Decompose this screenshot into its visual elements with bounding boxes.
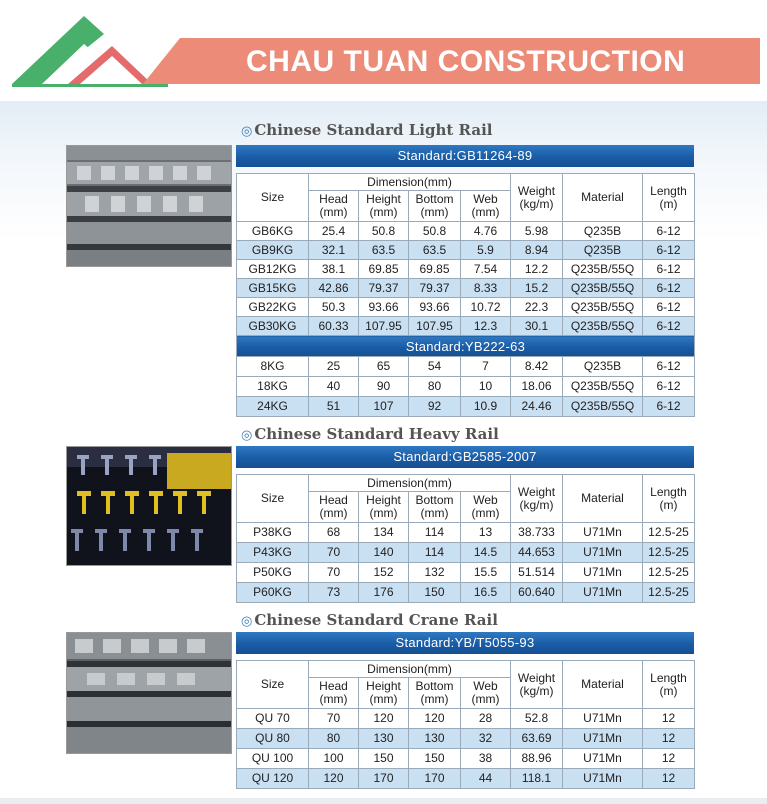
table-cell: GB6KG [237,222,309,241]
table-cell: 152 [359,563,409,583]
table-cell: P43KG [237,543,309,563]
table-cell: 54 [409,357,461,377]
table-cell: U71Mn [563,523,643,543]
table-cell: 28 [461,709,511,729]
table-cell: GB12KG [237,260,309,279]
table-row [237,397,695,417]
table-cell: 6-12 [643,260,695,279]
col-dimension-header: Dimension(mm) [309,174,511,191]
col-size-header: Size [237,174,309,222]
heavy-rail-photo [66,446,232,566]
table-cell: U71Mn [563,583,643,603]
table-cell: 42.86 [309,279,359,298]
table-cell: 12.3 [461,317,511,336]
col-height-header: Height (mm) [359,678,409,709]
table-cell: 80 [309,729,359,749]
table-cell: 12.5-25 [643,563,695,583]
heavy-rail-title: ◎ Chinese Standard Heavy Rail [241,425,499,443]
table-cell: 8.42 [511,357,563,377]
table-cell: 15.5 [461,563,511,583]
table-cell: GB22KG [237,298,309,317]
table-cell: 50.8 [409,222,461,241]
table-cell: 7.54 [461,260,511,279]
table-cell: 6-12 [643,317,695,336]
col-dimension-header: Dimension(mm) [309,475,511,492]
table-cell: 6-12 [643,298,695,317]
table-cell: 90 [359,377,409,397]
table-row [237,769,695,789]
table-cell: 5.98 [511,222,563,241]
table-row [237,749,695,769]
footer-strip [0,798,767,804]
table-cell: 63.5 [409,241,461,260]
table-cell: 18.06 [511,377,563,397]
table-cell: 132 [409,563,461,583]
table-cell: 69.85 [409,260,461,279]
table-row [237,222,695,241]
table-cell: 15.2 [511,279,563,298]
table-cell: 170 [359,769,409,789]
table-row [237,260,695,279]
table-cell: GB30KG [237,317,309,336]
col-height-header: Height (mm) [359,492,409,523]
table-row [237,357,695,377]
crane-rail-title: ◎ Chinese Standard Crane Rail [241,611,498,629]
col-weight-header: Weight (kg/m) [511,475,563,523]
table-cell: 68 [309,523,359,543]
table-cell: QU 120 [237,769,309,789]
col-head-header: Head (mm) [309,492,359,523]
col-material-header: Material [563,174,643,222]
table-cell: 107 [359,397,409,417]
circle-bullet-icon: ◎ [241,614,253,629]
table-cell: 60.640 [511,583,563,603]
table-cell: U71Mn [563,769,643,789]
col-web-header: Web (mm) [461,678,511,709]
table-cell: 130 [359,729,409,749]
col-bottom-header: Bottom (mm) [409,492,461,523]
table-cell: 63.5 [359,241,409,260]
table-cell: 107.95 [359,317,409,336]
table-cell: Q235B [563,222,643,241]
table-cell: U71Mn [563,709,643,729]
table-cell: 12 [643,749,695,769]
table-cell: Q235B [563,357,643,377]
page-header [0,0,767,100]
table-cell: 107.95 [409,317,461,336]
col-web-header: Web (mm) [461,191,511,222]
table-row [237,709,695,729]
table-cell: 150 [409,749,461,769]
table-cell: 79.37 [409,279,461,298]
table-cell: 6-12 [643,241,695,260]
table-cell: 50.3 [309,298,359,317]
table-row [237,729,695,749]
circle-bullet-icon: ◎ [241,428,253,443]
table-cell: Q235B/55Q [563,317,643,336]
table-row [237,377,695,397]
col-material-header: Material [563,661,643,709]
table-cell: Q235B/55Q [563,260,643,279]
light-rail-standard-bar: Standard:GB11264-89 [236,145,694,167]
table-cell: 24KG [237,397,309,417]
table-cell: 88.96 [511,749,563,769]
table-cell: 10.9 [461,397,511,417]
light-rail-table [236,173,695,417]
table-cell: 93.66 [359,298,409,317]
col-height-header: Height (mm) [359,191,409,222]
table-cell: U71Mn [563,543,643,563]
table-row [237,298,695,317]
table-cell: 32 [461,729,511,749]
table-cell: 10.72 [461,298,511,317]
table-cell: Q235B/55Q [563,397,643,417]
table-cell: 176 [359,583,409,603]
col-head-header: Head (mm) [309,191,359,222]
table-cell: 12 [643,769,695,789]
table-cell: 14.5 [461,543,511,563]
table-cell: 70 [309,543,359,563]
table-cell: U71Mn [563,729,643,749]
table-cell: 6-12 [643,397,695,417]
table-row [237,279,695,298]
table-cell: Q235B/55Q [563,298,643,317]
table-cell: 6-12 [643,222,695,241]
table-cell: 70 [309,563,359,583]
table-cell: 18KG [237,377,309,397]
table-cell: 10 [461,377,511,397]
col-bottom-header: Bottom (mm) [409,191,461,222]
table-cell: 114 [409,543,461,563]
table-cell: QU 80 [237,729,309,749]
table-cell: 100 [309,749,359,769]
table-cell: 12.5-25 [643,583,695,603]
table-cell: 12 [643,729,695,749]
table-cell: 30.1 [511,317,563,336]
table-cell: P50KG [237,563,309,583]
table-cell: 51.514 [511,563,563,583]
heavy-rail-table [236,474,695,603]
table-cell: 114 [409,523,461,543]
table-cell: 32.1 [309,241,359,260]
table-cell: 24.46 [511,397,563,417]
table-row [237,241,695,260]
col-size-header: Size [237,475,309,523]
table-cell: 38.733 [511,523,563,543]
table-cell: 40 [309,377,359,397]
table-cell: 140 [359,543,409,563]
table-cell: 12.5-25 [643,523,695,543]
col-weight-header: Weight (kg/m) [511,661,563,709]
table-cell: 7 [461,357,511,377]
table-row [237,583,695,603]
table-cell: 92 [409,397,461,417]
table-cell: 130 [409,729,461,749]
table-cell: 44 [461,769,511,789]
col-size-header: Size [237,661,309,709]
table-cell: 51 [309,397,359,417]
col-web-header: Web (mm) [461,492,511,523]
table-cell: 44.653 [511,543,563,563]
table-cell: 73 [309,583,359,603]
table-cell: 6-12 [643,279,695,298]
table-cell: Q235B/55Q [563,279,643,298]
table-cell: 93.66 [409,298,461,317]
table-cell: 12 [643,709,695,729]
table-cell: 120 [409,709,461,729]
col-length-header: Length (m) [643,661,695,709]
table-cell: 50.8 [359,222,409,241]
light-rail-photo [66,145,232,267]
table-cell: 22.3 [511,298,563,317]
table-row [237,317,695,336]
table-cell: 79.37 [359,279,409,298]
col-length-header: Length (m) [643,475,695,523]
company-name: CHAU TUAN CONSTRUCTION [246,45,686,78]
table-cell: GB9KG [237,241,309,260]
table-cell: GB15KG [237,279,309,298]
table-cell: 16.5 [461,583,511,603]
table-cell: 63.69 [511,729,563,749]
table-cell: 70 [309,709,359,729]
table-row [237,563,695,583]
table-cell: 150 [359,749,409,769]
table-cell: 170 [409,769,461,789]
crane-rail-standard-bar: Standard:YB/T5055-93 [236,632,694,654]
col-length-header: Length (m) [643,174,695,222]
col-material-header: Material [563,475,643,523]
table-cell: 25 [309,357,359,377]
crane-rail-table [236,660,695,789]
table-cell: P38KG [237,523,309,543]
circle-bullet-icon: ◎ [241,124,253,139]
table-cell: 6-12 [643,357,695,377]
crane-rail-photo [66,632,232,754]
table-cell: Q235B [563,241,643,260]
col-weight-header: Weight (kg/m) [511,174,563,222]
table-cell: Q235B/55Q [563,377,643,397]
table-cell: 120 [309,769,359,789]
light-rail-standard2-bar: Standard:YB222-63 [237,336,695,357]
heavy-rail-standard-bar: Standard:GB2585-2007 [236,446,694,468]
table-cell: 12.5-25 [643,543,695,563]
table-cell: 52.8 [511,709,563,729]
table-cell: 65 [359,357,409,377]
table-cell: 8.94 [511,241,563,260]
table-row [237,543,695,563]
table-cell: 120 [359,709,409,729]
table-cell: 25.4 [309,222,359,241]
table-cell: U71Mn [563,749,643,769]
table-cell: QU 100 [237,749,309,769]
table-cell: 4.76 [461,222,511,241]
light-rail-title: ◎ Chinese Standard Light Rail [241,121,493,139]
table-cell: 13 [461,523,511,543]
table-cell: P60KG [237,583,309,603]
table-cell: 134 [359,523,409,543]
table-cell: 60.33 [309,317,359,336]
table-cell: QU 70 [237,709,309,729]
table-row [237,523,695,543]
table-cell: 38 [461,749,511,769]
table-cell: 150 [409,583,461,603]
table-cell: 12.2 [511,260,563,279]
table-cell: 8.33 [461,279,511,298]
table-cell: 69.85 [359,260,409,279]
table-cell: U71Mn [563,563,643,583]
table-cell: 5.9 [461,241,511,260]
table-cell: 118.1 [511,769,563,789]
table-cell: 6-12 [643,377,695,397]
col-dimension-header: Dimension(mm) [309,661,511,678]
table-cell: 8KG [237,357,309,377]
table-cell: 80 [409,377,461,397]
table-cell: 38.1 [309,260,359,279]
col-head-header: Head (mm) [309,678,359,709]
col-bottom-header: Bottom (mm) [409,678,461,709]
